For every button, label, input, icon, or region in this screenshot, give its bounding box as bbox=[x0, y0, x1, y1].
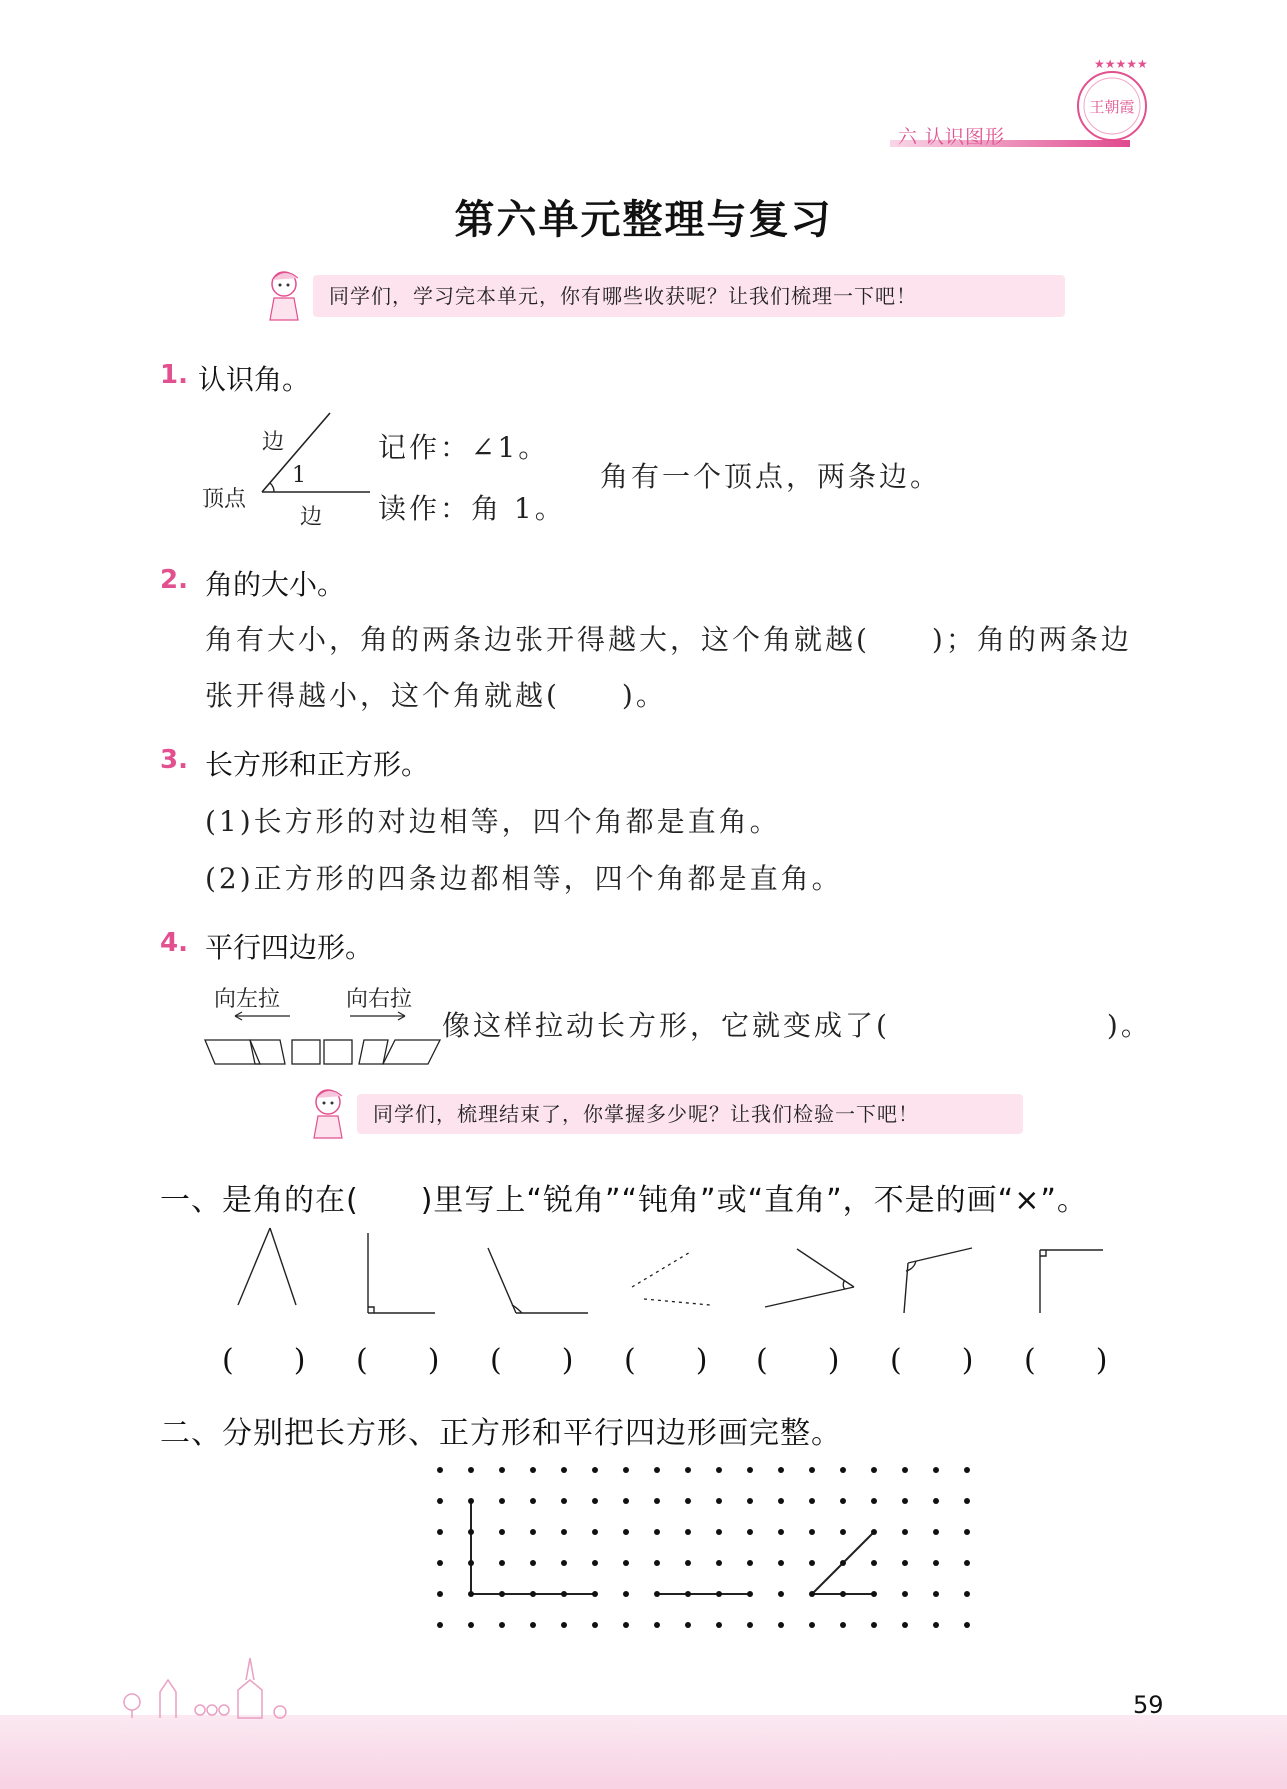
answer-blank-5[interactable]: ( ) bbox=[756, 1343, 840, 1378]
grid-dot[interactable] bbox=[685, 1467, 691, 1473]
grid-dot[interactable] bbox=[499, 1560, 505, 1566]
sec4-number: 4. bbox=[160, 928, 188, 958]
grid-dot[interactable] bbox=[716, 1498, 722, 1504]
grid-dot[interactable] bbox=[964, 1467, 970, 1473]
grid-dot[interactable] bbox=[933, 1467, 939, 1473]
footer-band bbox=[0, 1715, 1287, 1789]
exercise1-title: 一、是角的在( )里写上“锐角”“钝角”或“直角”，不是的画“×”。 bbox=[160, 1183, 1088, 1218]
grid-dot[interactable] bbox=[468, 1560, 474, 1566]
grid-dot[interactable] bbox=[809, 1560, 815, 1566]
grid-dot[interactable] bbox=[561, 1591, 567, 1597]
grid-dot[interactable] bbox=[840, 1529, 846, 1535]
grid-dot[interactable] bbox=[468, 1529, 474, 1535]
answer-blank-1[interactable]: ( ) bbox=[222, 1343, 306, 1378]
grid-dot[interactable] bbox=[902, 1529, 908, 1535]
grid-dot[interactable] bbox=[747, 1591, 753, 1597]
sec4-text: 像这样拉动长方形，它就变成了( )。 bbox=[442, 1009, 1152, 1042]
grid-dot[interactable] bbox=[902, 1591, 908, 1597]
grid-dot[interactable] bbox=[809, 1529, 815, 1535]
grid-dot[interactable] bbox=[964, 1529, 970, 1535]
grid-dot[interactable] bbox=[778, 1560, 784, 1566]
grid-dot[interactable] bbox=[964, 1591, 970, 1597]
sec1-number: 1. bbox=[160, 360, 188, 390]
grid-dot[interactable] bbox=[871, 1622, 877, 1628]
grid-dot[interactable] bbox=[499, 1529, 505, 1535]
grid-dot[interactable] bbox=[530, 1560, 536, 1566]
grid-dot[interactable] bbox=[685, 1622, 691, 1628]
grid-dot[interactable] bbox=[902, 1467, 908, 1473]
town-decoration-icon bbox=[120, 1650, 310, 1720]
parallelogram-transform-diagram bbox=[200, 1008, 445, 1068]
grid-dot[interactable] bbox=[592, 1622, 598, 1628]
grid-dot[interactable] bbox=[468, 1622, 474, 1628]
grid-dot[interactable] bbox=[840, 1560, 846, 1566]
svg-text:★★★★★: ★★★★★ bbox=[1094, 57, 1148, 71]
grid-dot[interactable] bbox=[499, 1498, 505, 1504]
grid-dot[interactable] bbox=[654, 1560, 660, 1566]
page-number: 59 bbox=[1133, 1691, 1164, 1719]
section-label: 六 认识图形 bbox=[898, 126, 1006, 148]
angle-notation: 记作：∠1。 bbox=[378, 431, 550, 464]
dot-grid[interactable] bbox=[430, 1460, 990, 1640]
grid-dot[interactable] bbox=[902, 1498, 908, 1504]
mascot-icon bbox=[262, 268, 306, 324]
grid-dot[interactable] bbox=[592, 1529, 598, 1535]
figure-2-right-angle bbox=[368, 1233, 435, 1313]
sec3-item2: (2)正方形的四条边都相等，四个角都是直角。 bbox=[205, 862, 843, 895]
grid-dot[interactable] bbox=[530, 1529, 536, 1535]
sec3-item1: (1)长方形的对边相等，四个角都是直角。 bbox=[205, 805, 781, 838]
sec2-number: 2. bbox=[160, 565, 188, 595]
grid-dot[interactable] bbox=[840, 1622, 846, 1628]
grid-dot[interactable] bbox=[747, 1498, 753, 1504]
grid-dot[interactable] bbox=[623, 1467, 629, 1473]
grid-dot[interactable] bbox=[530, 1467, 536, 1473]
mascot-icon bbox=[306, 1086, 350, 1142]
answer-blank-7[interactable]: ( ) bbox=[1024, 1343, 1108, 1378]
grid-dot[interactable] bbox=[778, 1529, 784, 1535]
grid-dot[interactable] bbox=[747, 1622, 753, 1628]
grid-dot[interactable] bbox=[871, 1467, 877, 1473]
grid-dot[interactable] bbox=[654, 1498, 660, 1504]
grid-dot[interactable] bbox=[778, 1498, 784, 1504]
sec4-title: 平行四边形。 bbox=[205, 931, 374, 964]
figure-3-obtuse-angle bbox=[488, 1248, 588, 1313]
grid-dot[interactable] bbox=[468, 1498, 474, 1504]
grid-dot[interactable] bbox=[964, 1498, 970, 1504]
grid-dot[interactable] bbox=[871, 1529, 877, 1535]
sec2-line2: 张开得越小，这个角就越( )。 bbox=[205, 679, 667, 712]
figure-4-not-angle bbox=[632, 1251, 710, 1305]
grid-dot[interactable] bbox=[592, 1560, 598, 1566]
grid-dot[interactable] bbox=[685, 1529, 691, 1535]
angle-number-label: 1 bbox=[292, 463, 306, 488]
grid-dot[interactable] bbox=[809, 1591, 815, 1597]
grid-dot[interactable] bbox=[964, 1622, 970, 1628]
grid-dot[interactable] bbox=[871, 1560, 877, 1566]
grid-dot[interactable] bbox=[530, 1591, 536, 1597]
figure-1-acute-angle bbox=[238, 1228, 296, 1305]
grid-dot[interactable] bbox=[778, 1467, 784, 1473]
grid-dot[interactable] bbox=[561, 1529, 567, 1535]
figure-7-right-angle bbox=[1040, 1250, 1103, 1313]
grid-dot[interactable] bbox=[840, 1591, 846, 1597]
grid-dot[interactable] bbox=[499, 1467, 505, 1473]
sec1-title: 认识角。 bbox=[198, 363, 311, 396]
figure-6-obtuse-angle bbox=[904, 1248, 972, 1313]
grid-dot[interactable] bbox=[933, 1529, 939, 1535]
answer-blank-4[interactable]: ( ) bbox=[624, 1343, 708, 1378]
grid-dot[interactable] bbox=[437, 1498, 443, 1504]
grid-dot[interactable] bbox=[902, 1622, 908, 1628]
grid-dot[interactable] bbox=[623, 1498, 629, 1504]
grid-dot[interactable] bbox=[933, 1560, 939, 1566]
review-bubble: 同学们，梳理结束了，你掌握多少呢？让我们检验一下吧！ bbox=[357, 1094, 1023, 1134]
grid-dot[interactable] bbox=[468, 1591, 474, 1597]
angle-reading: 读作：角 1。 bbox=[378, 492, 566, 525]
grid-dot[interactable] bbox=[933, 1622, 939, 1628]
grid-dot[interactable] bbox=[871, 1591, 877, 1597]
page-title: 第六单元整理与复习 bbox=[454, 197, 833, 243]
svg-text:王朝霞: 王朝霞 bbox=[1089, 98, 1135, 116]
grid-dot[interactable] bbox=[437, 1467, 443, 1473]
grid-dot[interactable] bbox=[685, 1498, 691, 1504]
answer-blank-2[interactable]: ( ) bbox=[356, 1343, 440, 1378]
grid-dot[interactable] bbox=[623, 1622, 629, 1628]
grid-dot[interactable] bbox=[623, 1591, 629, 1597]
grid-dot[interactable] bbox=[530, 1622, 536, 1628]
grid-dot[interactable] bbox=[437, 1560, 443, 1566]
grid-dot[interactable] bbox=[592, 1498, 598, 1504]
grid-dot[interactable] bbox=[437, 1591, 443, 1597]
grid-dot[interactable] bbox=[809, 1467, 815, 1473]
grid-dot[interactable] bbox=[716, 1467, 722, 1473]
grid-dot[interactable] bbox=[933, 1591, 939, 1597]
grid-dot[interactable] bbox=[499, 1591, 505, 1597]
grid-dot[interactable] bbox=[654, 1529, 660, 1535]
grid-dot[interactable] bbox=[778, 1622, 784, 1628]
grid-dot[interactable] bbox=[840, 1467, 846, 1473]
angle-side-bottom-label: 边 bbox=[300, 505, 323, 530]
figure-5-acute-angle bbox=[765, 1249, 854, 1307]
grid-dot[interactable] bbox=[561, 1622, 567, 1628]
grid-dot[interactable] bbox=[654, 1467, 660, 1473]
grid-dot[interactable] bbox=[747, 1467, 753, 1473]
grid-dot[interactable] bbox=[809, 1498, 815, 1504]
grid-dot[interactable] bbox=[561, 1467, 567, 1473]
angle-figures bbox=[220, 1225, 1120, 1320]
grid-dot[interactable] bbox=[654, 1622, 660, 1628]
grid-dot[interactable] bbox=[561, 1560, 567, 1566]
pull-right-label: 向右拉 bbox=[346, 987, 413, 1012]
grid-dot[interactable] bbox=[437, 1529, 443, 1535]
brand-seal bbox=[1072, 56, 1152, 150]
grid-dot[interactable] bbox=[716, 1591, 722, 1597]
grid-dot[interactable] bbox=[499, 1622, 505, 1628]
pull-left-label: 向左拉 bbox=[214, 987, 281, 1012]
grid-dot[interactable] bbox=[840, 1498, 846, 1504]
sec2-line1: 角有大小，角的两条边张开得越大，这个角就越( )；角的两条边 bbox=[205, 623, 1132, 656]
grid-dot[interactable] bbox=[592, 1467, 598, 1473]
grid-dot[interactable] bbox=[716, 1529, 722, 1535]
grid-dot[interactable] bbox=[685, 1591, 691, 1597]
grid-dot[interactable] bbox=[654, 1591, 660, 1597]
grid-dot[interactable] bbox=[592, 1591, 598, 1597]
sec3-number: 3. bbox=[160, 745, 188, 775]
grid-dot[interactable] bbox=[685, 1560, 691, 1566]
exercise2-title: 二、分别把长方形、正方形和平行四边形画完整。 bbox=[160, 1416, 842, 1451]
angle-summary: 角有一个顶点，两条边。 bbox=[600, 460, 942, 493]
grid-dot[interactable] bbox=[902, 1560, 908, 1566]
grid-dot[interactable] bbox=[809, 1622, 815, 1628]
grid-dot[interactable] bbox=[716, 1622, 722, 1628]
sec3-title: 长方形和正方形。 bbox=[205, 748, 430, 781]
grid-dot[interactable] bbox=[623, 1529, 629, 1535]
sec2-title: 角的大小。 bbox=[205, 568, 346, 601]
grid-dot[interactable] bbox=[530, 1498, 536, 1504]
angle-vertex-label: 顶点 bbox=[202, 487, 247, 512]
grid-dot[interactable] bbox=[561, 1498, 567, 1504]
grid-dot[interactable] bbox=[778, 1591, 784, 1597]
grid-dot[interactable] bbox=[933, 1498, 939, 1504]
grid-dot[interactable] bbox=[716, 1560, 722, 1566]
grid-dot[interactable] bbox=[747, 1560, 753, 1566]
grid-dot[interactable] bbox=[747, 1529, 753, 1535]
intro-bubble: 同学们，学习完本单元，你有哪些收获呢？让我们梳理一下吧！ bbox=[313, 275, 1065, 317]
grid-dot[interactable] bbox=[964, 1560, 970, 1566]
answer-blank-6[interactable]: ( ) bbox=[890, 1343, 974, 1378]
grid-dot[interactable] bbox=[468, 1467, 474, 1473]
answer-blank-3[interactable]: ( ) bbox=[490, 1343, 574, 1378]
grid-dot[interactable] bbox=[623, 1560, 629, 1566]
angle-side-top-label: 边 bbox=[262, 430, 285, 455]
grid-dot[interactable] bbox=[437, 1622, 443, 1628]
grid-dot[interactable] bbox=[871, 1498, 877, 1504]
